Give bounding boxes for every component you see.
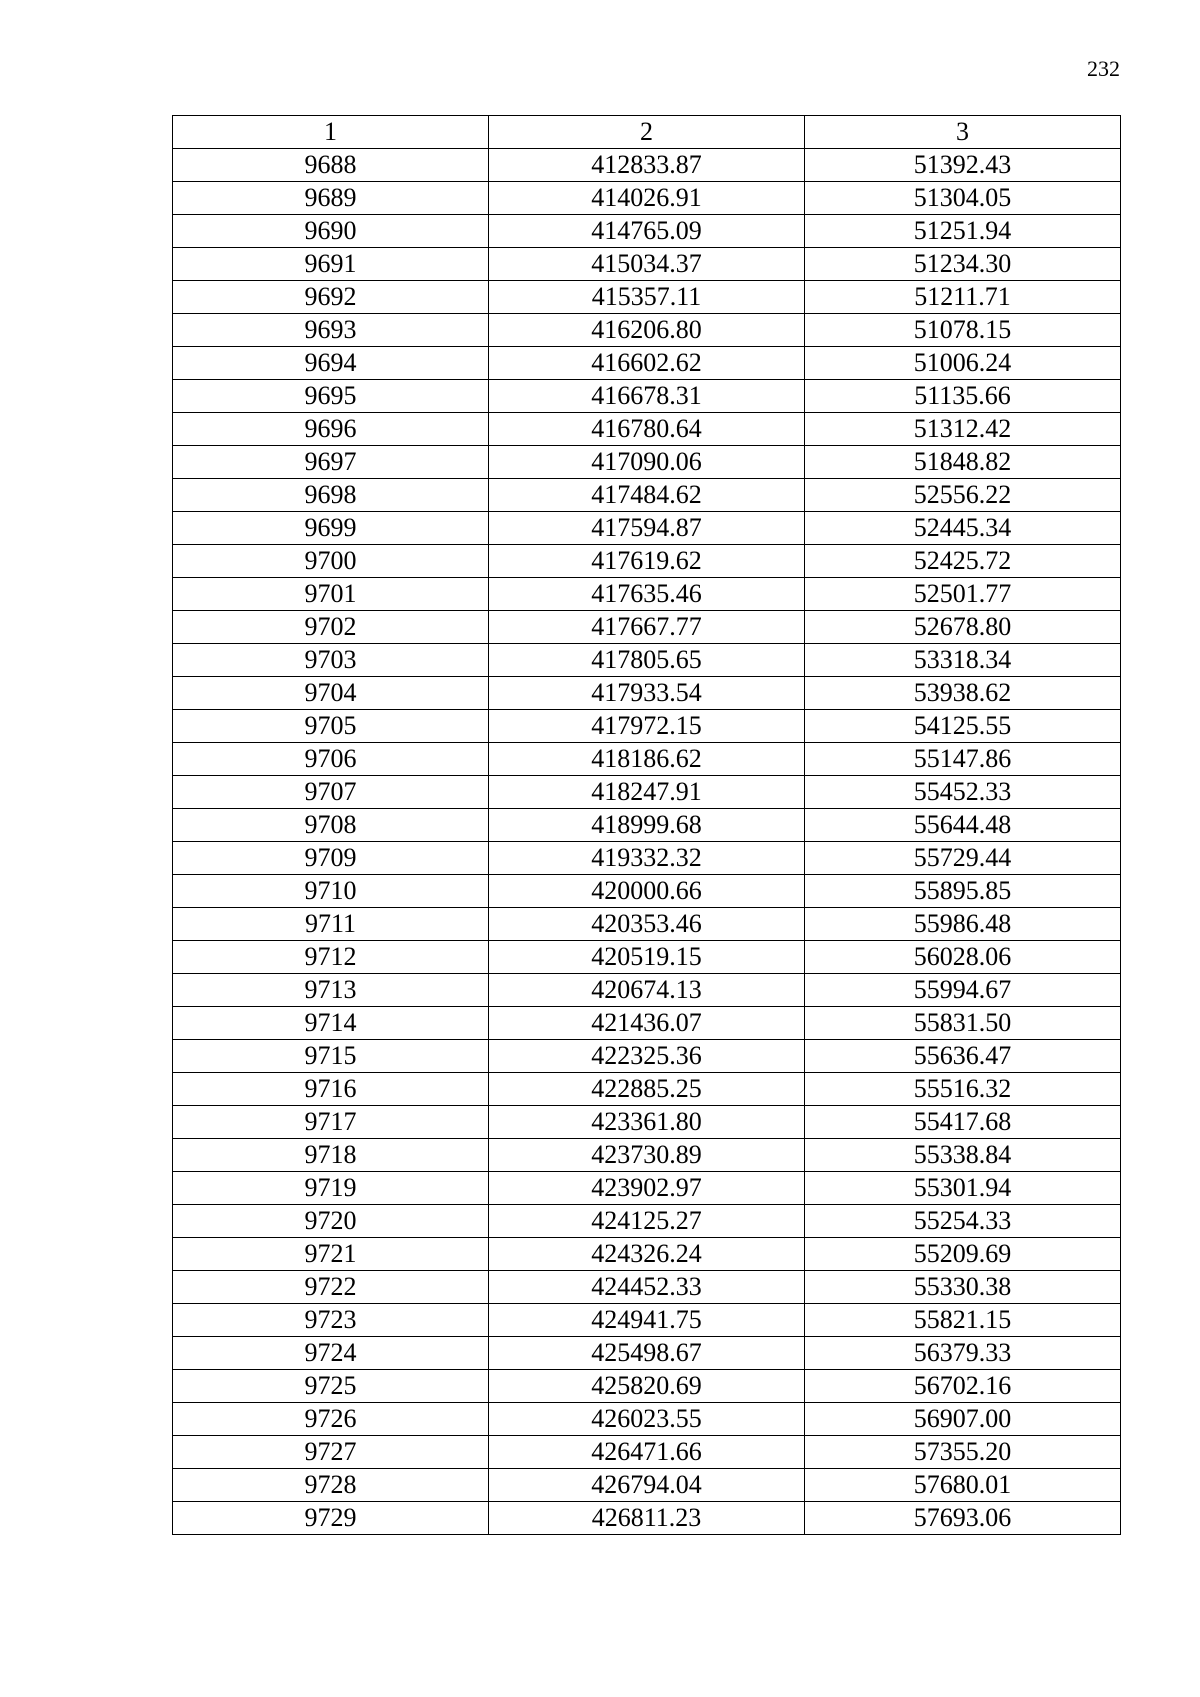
table-row — [173, 479, 1121, 512]
column-header: 1 — [173, 116, 489, 149]
table-cell: 9729 — [173, 1502, 489, 1535]
table-cell: 57693.06 — [805, 1502, 1121, 1535]
table-cell: 415357.11 — [489, 281, 805, 314]
table-cell: 9691 — [173, 248, 489, 281]
table-cell: 55729.44 — [805, 842, 1121, 875]
table-cell: 425820.69 — [489, 1370, 805, 1403]
table-row — [173, 1469, 1121, 1502]
table-row — [173, 1502, 1121, 1535]
table-cell: 426811.23 — [489, 1502, 805, 1535]
table-cell: 416780.64 — [489, 413, 805, 446]
table-cell: 51135.66 — [805, 380, 1121, 413]
table-cell: 9709 — [173, 842, 489, 875]
table-cell: 55636.47 — [805, 1040, 1121, 1073]
table-row — [173, 215, 1121, 248]
table-cell: 426471.66 — [489, 1436, 805, 1469]
table-row — [173, 1436, 1121, 1469]
table-cell: 51078.15 — [805, 314, 1121, 347]
table-cell: 9690 — [173, 215, 489, 248]
table-row — [173, 446, 1121, 479]
table-cell: 9702 — [173, 611, 489, 644]
table-cell: 417484.62 — [489, 479, 805, 512]
table-row — [173, 908, 1121, 941]
table-row — [173, 578, 1121, 611]
table-cell: 9715 — [173, 1040, 489, 1073]
table-row — [173, 677, 1121, 710]
table-cell: 51006.24 — [805, 347, 1121, 380]
table-row — [173, 380, 1121, 413]
table-cell: 55254.33 — [805, 1205, 1121, 1238]
table-cell: 9705 — [173, 710, 489, 743]
table-cell: 53318.34 — [805, 644, 1121, 677]
table-cell: 424326.24 — [489, 1238, 805, 1271]
table-cell: 55301.94 — [805, 1172, 1121, 1205]
table-cell: 51211.71 — [805, 281, 1121, 314]
table-cell: 55338.84 — [805, 1139, 1121, 1172]
table-cell: 414026.91 — [489, 182, 805, 215]
table-cell: 420353.46 — [489, 908, 805, 941]
table-row — [173, 644, 1121, 677]
table-cell: 417090.06 — [489, 446, 805, 479]
table-cell: 417972.15 — [489, 710, 805, 743]
table-body — [173, 149, 1121, 1535]
table-row — [173, 1403, 1121, 1436]
table-cell: 56028.06 — [805, 941, 1121, 974]
table-cell: 51312.42 — [805, 413, 1121, 446]
table-cell: 9707 — [173, 776, 489, 809]
table-cell: 9695 — [173, 380, 489, 413]
table-cell: 9723 — [173, 1304, 489, 1337]
table-cell: 55417.68 — [805, 1106, 1121, 1139]
table-row — [173, 710, 1121, 743]
table-cell: 54125.55 — [805, 710, 1121, 743]
table-cell: 417933.54 — [489, 677, 805, 710]
table-row — [173, 281, 1121, 314]
table-cell: 9693 — [173, 314, 489, 347]
coordinates-table — [172, 115, 1121, 1535]
table-cell: 417619.62 — [489, 545, 805, 578]
table-cell: 416206.80 — [489, 314, 805, 347]
table-cell: 416678.31 — [489, 380, 805, 413]
table-row — [173, 1238, 1121, 1271]
table-cell: 51251.94 — [805, 215, 1121, 248]
table-cell: 9718 — [173, 1139, 489, 1172]
table-row — [173, 875, 1121, 908]
table-cell: 412833.87 — [489, 149, 805, 182]
table-cell: 55821.15 — [805, 1304, 1121, 1337]
table-cell: 51392.43 — [805, 149, 1121, 182]
table-cell: 52425.72 — [805, 545, 1121, 578]
table-cell: 56702.16 — [805, 1370, 1121, 1403]
table-cell: 9700 — [173, 545, 489, 578]
table-cell: 9696 — [173, 413, 489, 446]
table-cell: 9719 — [173, 1172, 489, 1205]
table-cell: 51304.05 — [805, 182, 1121, 215]
table-row — [173, 1172, 1121, 1205]
page-number: 232 — [1087, 56, 1120, 81]
table-cell: 55644.48 — [805, 809, 1121, 842]
table-cell: 55994.67 — [805, 974, 1121, 1007]
table-cell: 423730.89 — [489, 1139, 805, 1172]
table-cell: 9711 — [173, 908, 489, 941]
column-header: 2 — [489, 116, 805, 149]
table-cell: 55330.38 — [805, 1271, 1121, 1304]
table-cell: 417805.65 — [489, 644, 805, 677]
table-cell: 419332.32 — [489, 842, 805, 875]
table-cell: 424941.75 — [489, 1304, 805, 1337]
table-row — [173, 1007, 1121, 1040]
table-row — [173, 1304, 1121, 1337]
table-cell: 52678.80 — [805, 611, 1121, 644]
table-row — [173, 1106, 1121, 1139]
table-cell: 9712 — [173, 941, 489, 974]
table-cell: 9701 — [173, 578, 489, 611]
table-cell: 417667.77 — [489, 611, 805, 644]
table-cell: 423902.97 — [489, 1172, 805, 1205]
table-cell: 422325.36 — [489, 1040, 805, 1073]
table-row — [173, 248, 1121, 281]
table-cell: 55895.85 — [805, 875, 1121, 908]
table-cell: 9725 — [173, 1370, 489, 1403]
table-cell: 417594.87 — [489, 512, 805, 545]
table-cell: 9710 — [173, 875, 489, 908]
table-cell: 420000.66 — [489, 875, 805, 908]
table-cell: 415034.37 — [489, 248, 805, 281]
table-cell: 418186.62 — [489, 743, 805, 776]
table-row — [173, 413, 1121, 446]
table-header-row — [173, 116, 1121, 149]
table-row — [173, 1337, 1121, 1370]
table-row — [173, 314, 1121, 347]
table-row — [173, 1205, 1121, 1238]
table-cell: 9720 — [173, 1205, 489, 1238]
table-cell: 9694 — [173, 347, 489, 380]
table-row — [173, 941, 1121, 974]
table-cell: 9714 — [173, 1007, 489, 1040]
table-cell: 426023.55 — [489, 1403, 805, 1436]
table-row — [173, 1073, 1121, 1106]
table-row — [173, 974, 1121, 1007]
table-cell: 9704 — [173, 677, 489, 710]
table-cell: 426794.04 — [489, 1469, 805, 1502]
table-cell: 52501.77 — [805, 578, 1121, 611]
table-row — [173, 182, 1121, 215]
table-cell: 423361.80 — [489, 1106, 805, 1139]
table-cell: 55516.32 — [805, 1073, 1121, 1106]
table-cell: 425498.67 — [489, 1337, 805, 1370]
table-cell: 420519.15 — [489, 941, 805, 974]
table-cell: 9706 — [173, 743, 489, 776]
table-row — [173, 347, 1121, 380]
table-cell: 51848.82 — [805, 446, 1121, 479]
table-row — [173, 842, 1121, 875]
table-cell: 9698 — [173, 479, 489, 512]
table-cell: 55986.48 — [805, 908, 1121, 941]
table-cell: 9727 — [173, 1436, 489, 1469]
table-cell: 55209.69 — [805, 1238, 1121, 1271]
table-row — [173, 1040, 1121, 1073]
table-cell: 9713 — [173, 974, 489, 1007]
table-cell: 56907.00 — [805, 1403, 1121, 1436]
table-cell: 55452.33 — [805, 776, 1121, 809]
table-cell: 57355.20 — [805, 1436, 1121, 1469]
table-cell: 53938.62 — [805, 677, 1121, 710]
table-cell: 418999.68 — [489, 809, 805, 842]
table-cell: 52556.22 — [805, 479, 1121, 512]
table-cell: 416602.62 — [489, 347, 805, 380]
table-cell: 417635.46 — [489, 578, 805, 611]
table-cell: 418247.91 — [489, 776, 805, 809]
table-cell: 421436.07 — [489, 1007, 805, 1040]
table-cell: 56379.33 — [805, 1337, 1121, 1370]
table-cell: 414765.09 — [489, 215, 805, 248]
table-row — [173, 743, 1121, 776]
table-cell: 9724 — [173, 1337, 489, 1370]
table-cell: 420674.13 — [489, 974, 805, 1007]
column-header: 3 — [805, 116, 1121, 149]
table-cell: 422885.25 — [489, 1073, 805, 1106]
table-cell: 9717 — [173, 1106, 489, 1139]
table-row — [173, 776, 1121, 809]
table-cell: 55147.86 — [805, 743, 1121, 776]
table-cell: 9688 — [173, 149, 489, 182]
table-cell: 52445.34 — [805, 512, 1121, 545]
table-cell: 9697 — [173, 446, 489, 479]
table-cell: 9722 — [173, 1271, 489, 1304]
table-row — [173, 1271, 1121, 1304]
table-row — [173, 1139, 1121, 1172]
table-cell: 9726 — [173, 1403, 489, 1436]
table-cell: 9689 — [173, 182, 489, 215]
table-row — [173, 512, 1121, 545]
table-cell: 9728 — [173, 1469, 489, 1502]
table-cell: 9703 — [173, 644, 489, 677]
table-row — [173, 1370, 1121, 1403]
table-cell: 9708 — [173, 809, 489, 842]
table-cell: 9699 — [173, 512, 489, 545]
table-row — [173, 545, 1121, 578]
table-cell: 57680.01 — [805, 1469, 1121, 1502]
table-row — [173, 611, 1121, 644]
table-cell: 424125.27 — [489, 1205, 805, 1238]
table-cell: 9721 — [173, 1238, 489, 1271]
table-cell: 424452.33 — [489, 1271, 805, 1304]
table-cell: 55831.50 — [805, 1007, 1121, 1040]
table-row — [173, 809, 1121, 842]
table-cell: 51234.30 — [805, 248, 1121, 281]
table-row — [173, 149, 1121, 182]
table-cell: 9716 — [173, 1073, 489, 1106]
table-cell: 9692 — [173, 281, 489, 314]
